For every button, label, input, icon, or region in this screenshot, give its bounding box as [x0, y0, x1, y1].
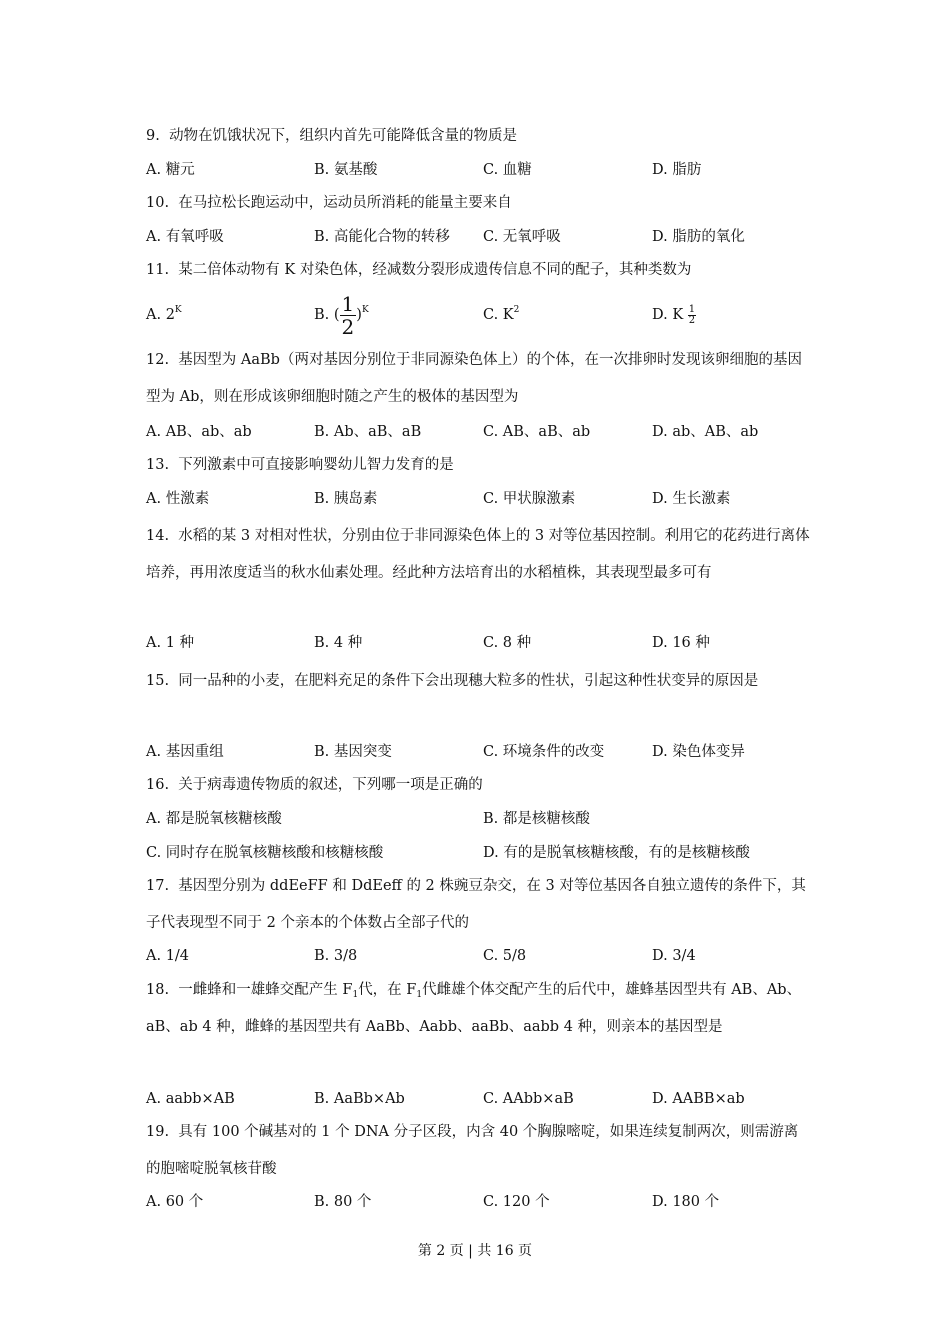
option-d: D. 180 个 — [652, 1194, 720, 1210]
options-17 — [146, 944, 810, 968]
option-c: C. 5/8 — [483, 948, 527, 964]
question-10 — [146, 185, 810, 222]
question-18 — [146, 972, 810, 1046]
question-number: 9. — [146, 128, 160, 144]
option-a: A. $2^K$ — [146, 305, 182, 323]
question-text: 下列激素中可直接影响婴幼儿智力发育的是 — [178, 457, 454, 473]
option-b: B. 氨基酸 — [314, 162, 378, 178]
option-b: B. ( $\frac{1}{2}$ )$^K$ — [314, 291, 369, 339]
options-12 — [146, 420, 810, 444]
options-16-row1 — [146, 807, 810, 831]
option-a: A. AB、ab、ab — [146, 424, 252, 440]
question-text: 动物在饥饿状况下，组织内首先可能降低含量的物质是 — [169, 128, 518, 144]
option-d: D. 3/4 — [652, 948, 696, 964]
question-19 — [146, 1114, 810, 1188]
question-number: 12. — [146, 352, 170, 368]
option-b: B. 80 个 — [314, 1194, 372, 1210]
question-12 — [146, 342, 810, 416]
option-c: C. $K^2$ — [483, 305, 520, 323]
options-11 — [146, 293, 810, 337]
question-text: 一雌蜂和一雄蜂交配产生 $F_1$代，在 $F_1$代雌雄个体交配产生的后代中，雄蜂基因型共有 AB、Ab、aB、ab 4 种，雌蜂的基因型共有 AaBb、Aabb、aaBb、aabb 4 种，则亲本的基因型是 — [146, 982, 802, 1035]
question-text: 在马拉松长跑运动中，运动员所消耗的能量主要来自 — [178, 195, 512, 211]
option-c: C. 8 种 — [483, 635, 532, 651]
option-a: A. 1/4 — [146, 948, 190, 964]
question-number: 10. — [146, 195, 170, 211]
fraction: $\frac{1}{2}$ — [688, 303, 696, 326]
question-text: 同一品种的小麦，在肥料充足的条件下会出现穗大粒多的性状，引起这种性状变异的原因是 — [178, 673, 759, 689]
question-9 — [146, 118, 810, 155]
fraction: $\frac{1}{2}$ — [341, 291, 355, 339]
option-b: B. 高能化合物的转移 — [314, 229, 450, 245]
option-d: D. 脂肪 — [652, 162, 702, 178]
options-19 — [146, 1190, 810, 1214]
option-d: D. 有的是脱氧核糖核酸，有的是核糖核酸 — [483, 845, 750, 861]
option-d: D. ab、AB、ab — [652, 424, 759, 440]
option-b: B. 4 种 — [314, 635, 363, 651]
question-16 — [146, 767, 810, 804]
option-d: D. K $\frac{1}{2}$ — [652, 303, 696, 326]
options-14 — [146, 631, 810, 655]
option-a: A. 有氧呼吸 — [146, 229, 224, 245]
options-9 — [146, 158, 810, 182]
question-15 — [146, 663, 810, 700]
option-a: A. 糖元 — [146, 162, 195, 178]
question-text: 具有 100 个碱基对的 1 个 DNA 分子区段，内含 40 个胸腺嘧啶，如果连续复制两次，则需游离的胞嘧啶脱氧核苷酸 — [146, 1124, 799, 1177]
question-number: 15. — [146, 673, 170, 689]
option-b: B. 3/8 — [314, 948, 358, 964]
option-b: B. AaBb×Ab — [314, 1091, 405, 1107]
option-a: A. aabb×AB — [146, 1091, 235, 1107]
option-c: C. 血糖 — [483, 162, 532, 178]
option-a: A. 性激素 — [146, 491, 210, 507]
option-d: D. 染色体变异 — [652, 744, 745, 760]
options-15 — [146, 740, 810, 764]
option-d: D. 生长激素 — [652, 491, 731, 507]
question-number: 18. — [146, 982, 170, 998]
question-11 — [146, 252, 810, 289]
question-17 — [146, 868, 810, 942]
options-18 — [146, 1087, 810, 1111]
option-c: C. 环境条件的改变 — [483, 744, 605, 760]
question-text: 某二倍体动物有 K 对染色体，经减数分裂形成遗传信息不同的配子，其种类数为 — [178, 262, 692, 278]
options-16-row2 — [146, 841, 810, 865]
question-text: 关于病毒遗传物质的叙述，下列哪一项是正确的 — [178, 777, 483, 793]
option-d: D. AABB×ab — [652, 1091, 745, 1107]
option-c: C. AB、aB、ab — [483, 424, 591, 440]
question-number: 16. — [146, 777, 170, 793]
option-b: B. Ab、aB、aB — [314, 424, 422, 440]
option-d: D. 脂肪的氧化 — [652, 229, 745, 245]
question-number: 19. — [146, 1124, 170, 1140]
options-10 — [146, 225, 810, 249]
option-a: A. 都是脱氧核糖核酸 — [146, 811, 282, 827]
option-a: A. 60 个 — [146, 1194, 204, 1210]
question-number: 13. — [146, 457, 170, 473]
option-c: C. 同时存在脱氧核糖核酸和核糖核酸 — [146, 845, 384, 861]
question-14 — [146, 518, 810, 592]
question-number: 14. — [146, 528, 170, 544]
option-c: C. 甲状腺激素 — [483, 491, 576, 507]
option-b: B. 都是核糖核酸 — [483, 811, 590, 827]
question-number: 17. — [146, 878, 170, 894]
option-b: B. 胰岛素 — [314, 491, 378, 507]
question-text: 基因型分别为 ddEeFF 和 DdEeff 的 2 株豌豆杂交，在 3 对等位基因各自独立遗传的条件下，其子代表现型不同于 2 个亲本的个体数占全部子代的 — [146, 878, 806, 931]
option-c: C. AAbb×aB — [483, 1091, 574, 1107]
page-footer: 第 2 页 | 共 16 页 — [417, 1243, 533, 1259]
option-b: B. 基因突变 — [314, 744, 392, 760]
option-a: A. 1 种 — [146, 635, 195, 651]
option-c: C. 120 个 — [483, 1194, 550, 1210]
option-d: D. 16 种 — [652, 635, 710, 651]
question-number: 11. — [146, 262, 170, 278]
option-c: C. 无氧呼吸 — [483, 229, 561, 245]
question-text: 水稻的某 3 对相对性状，分别由位于非同源染色体上的 3 对等位基因控制。利用它的花药进行离体培养，再用浓度适当的秋水仙素处理。经此种方法培育出的水稻植株，其表现型最多可有 — [146, 528, 810, 581]
question-13 — [146, 447, 810, 484]
question-text: 基因型为 AaBb（两对基因分别位于非同源染色体上）的个体，在一次排卵时发现该卵细胞的基因型为 Ab，则在形成该卵细胞时随之产生的极体的基因型为 — [146, 352, 802, 405]
options-13 — [146, 487, 810, 511]
option-a: A. 基因重组 — [146, 744, 224, 760]
